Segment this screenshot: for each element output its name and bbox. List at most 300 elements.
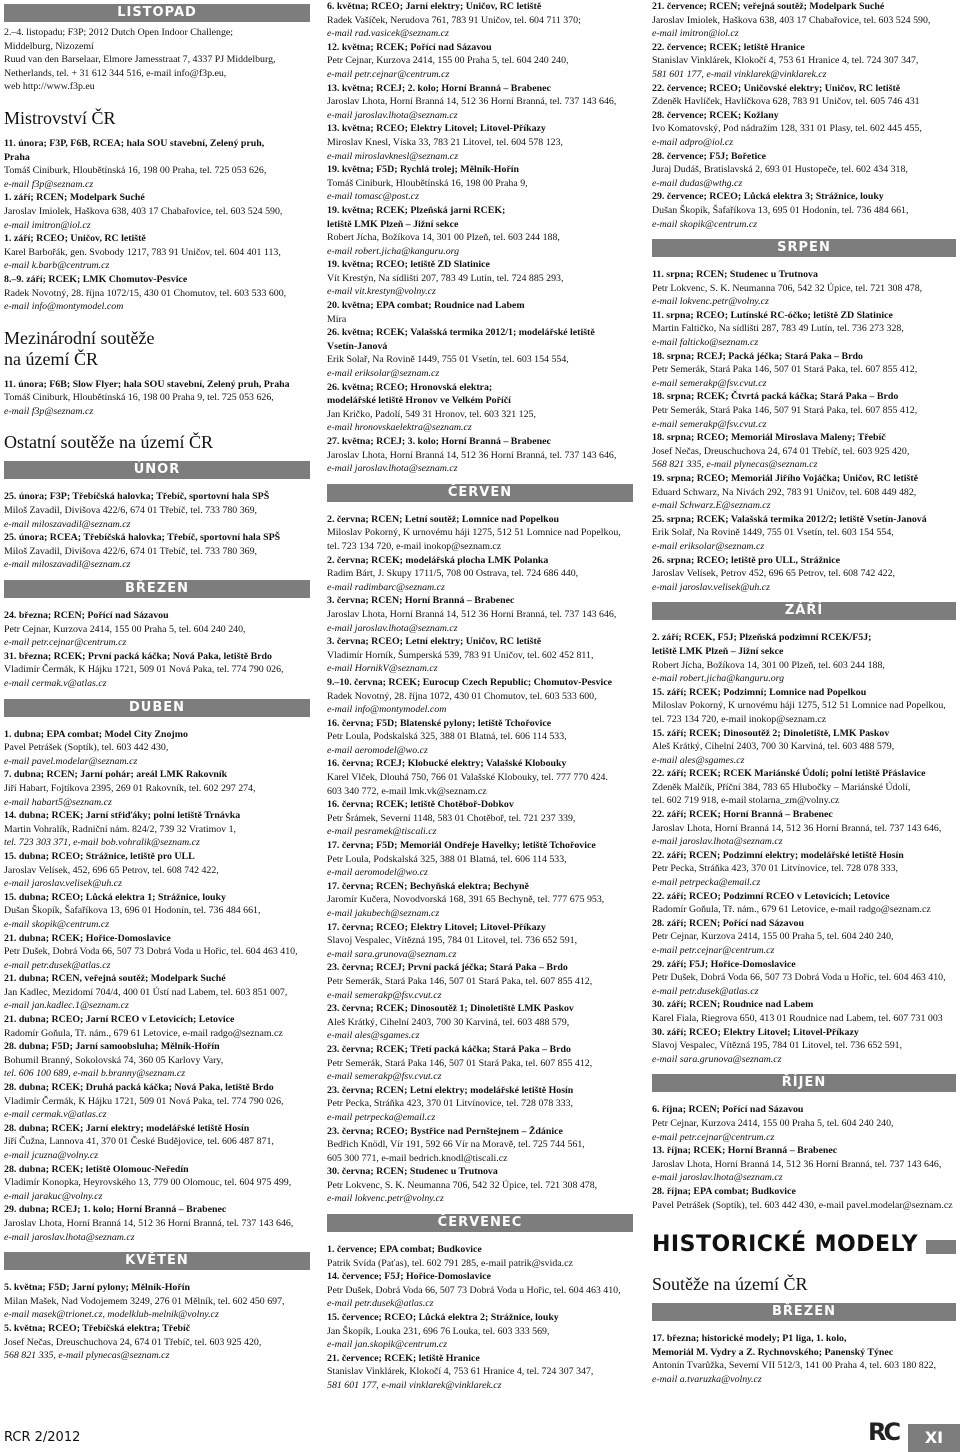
event-entry — [4, 1013, 310, 1040]
section-heading — [4, 432, 310, 453]
event-email: e-mail info@montymodel.com — [327, 704, 447, 716]
event-email: e-mail petr.cejnar@centrum.cz — [652, 1131, 775, 1143]
event-title: 8.–9. září; RCEK; LMK Chomutov-Pesvice — [4, 273, 188, 285]
event-contact: Jan Kričko, Padolí, 549 31 Hronov, tel. 603 321 125, — [327, 408, 536, 420]
event-email: e-mail petr.dusek@atlas.cz — [652, 985, 759, 997]
event-title: 28. dubna; RCEK; Jarní elektry; modelářské letiště Hosín — [4, 1122, 250, 1134]
event-title: 22. září; RCEN; Podzimní elektry; modelářské letiště Hosín — [652, 849, 904, 861]
event-email: e-mail miloszavadil@seznam.cz — [4, 559, 131, 571]
event-email: e-mail lokvenc.petr@volny.cz — [652, 296, 769, 308]
event-title: 17. června; RCEN; Bechyňská elektra; Bechyně — [327, 880, 529, 892]
event-entry — [4, 728, 310, 769]
event-contact: Martin Vohralík, Radniční nám. 824/2, 739 32 Vratimov 1, — [4, 823, 236, 835]
event-contact: Petr Loula, Podskalská 325, 388 01 Blatná, tel. 606 114 533, — [327, 731, 567, 743]
section-heading-line: Mistrovství ČR — [4, 107, 116, 128]
event-email: e-mail aeromodel@wo.cz — [327, 867, 428, 879]
event-entry — [652, 1332, 956, 1386]
event-contact: Jiří Habart, Fojtíkova 2395, 269 01 Rakovník, tel. 602 297 274, — [4, 782, 256, 794]
event-title: 30. června; RCEN; Studenec u Trutnova — [327, 1166, 498, 1178]
event-entry — [652, 631, 956, 685]
event-entry — [327, 1311, 633, 1352]
event-email: e-mail petr.dusek@atlas.cz — [4, 959, 111, 971]
event-title: 20. května; EPA combat; Roudnice nad Labem — [327, 300, 525, 312]
event-email: e-mail semerakp@fsv.cvut.cz — [327, 989, 442, 1001]
event-email: e-mail aeromodel@wo.cz — [327, 744, 428, 756]
event-title: 1. září; RCEO; Uničov, RC letiště — [4, 233, 146, 245]
event-contact: Vladimír Horník, Šumperská 539, 783 91 Uničov, tel. 602 452 811, — [327, 649, 594, 661]
event-contact: Petr Semerák, Stará Paka 146, 507 01 Stará Paka, tel. 607 855 412, — [327, 1057, 593, 1069]
event-contact: Jaroslav Lhota, Horní Branná 14, 512 36 Horní Branná, tel. 737 143 646, — [652, 1158, 942, 1170]
event-contact: Miloslav Pokorný, K urnovému háji 1275, 512 51 Lomnice nad Popelkou, — [652, 700, 946, 712]
event-contact: tel. 723 134 720, e-mail inokop@seznam.cz — [327, 540, 502, 552]
month-band: ŘÍJEN — [652, 1074, 956, 1092]
event-title: 21. dubna; RCEK; Hořice-Domoslavice — [4, 932, 171, 944]
event-title: 18. srpna; RCEK; Čtvrtá packá káčka; Stará Paka – Brdo — [652, 391, 899, 403]
event-entry — [652, 808, 956, 849]
event-title: 11. srpna; RCEN; Studenec u Trutnova — [652, 269, 818, 281]
event-title: 29. září; F5J; Hořice-Domoslavice — [652, 958, 796, 970]
section-heading-line: Ostatní soutěže na území ČR — [4, 432, 213, 453]
event-entry — [4, 1163, 310, 1204]
event-entry — [652, 350, 956, 391]
event-contact: Petr Cejnar, Kurzova 2414, 155 00 Praha 5, tel. 604 240 240, — [327, 55, 569, 67]
event-email: e-mail lokvenc.petr@volny.cz — [327, 1193, 444, 1205]
event-contact: Erik Solař, Na Rovině 1449, 755 01 Vsetín, tel. 603 154 554, — [652, 527, 894, 539]
event-email: tel. 723 303 371, e-mail bob.vohralik@seznam.cz — [4, 837, 200, 849]
event-email: e-mail f3p@seznam.cz — [4, 178, 94, 190]
event-contact: Zdeněk Havlíček, Havlíčkova 628, 783 91 Uničov, tel. 605 746 431 — [652, 96, 920, 108]
event-email: e-mail jarakuc@volny.cz — [4, 1190, 103, 1202]
event-title: 16. června; RCEK; letiště Chotěboř-Dobkov — [327, 799, 514, 811]
event-title: 24. března; RCEN; Pořící nad Sázavou — [4, 610, 169, 622]
event-entry — [652, 849, 956, 890]
event-title: 28. dubna; RCEK; letiště Olomouc-Neředín — [4, 1163, 189, 1175]
event-entry — [652, 767, 956, 808]
event-contact: Petr Lokvenc, S. K. Neumanna 706, 542 32 Úpice, tel. 721 308 478, — [652, 282, 923, 294]
event-email: e-mail jaroslav.velisek@uh.cz — [4, 878, 122, 890]
event-entry — [652, 41, 956, 82]
event-contact: Pavel Petrášek (Soptík), tel. 603 442 430, — [4, 742, 169, 754]
event-email: e-mail HornikV@seznam.cz — [327, 663, 438, 675]
event-title: 30. září; RCEN; Roudnice nad Labem — [652, 999, 814, 1011]
event-entry — [4, 850, 310, 891]
event-contact: Aleš Krátký, Cihelní 2403, 700 30 Karviná, tel. 603 488 579, — [327, 1016, 570, 1028]
event-title: 25. srpna; RCEK; Valašská termika 2012/2; letiště Vsetín-Janová — [652, 513, 927, 525]
event-entry — [327, 204, 633, 258]
event-contact: Jan Škopík, Louka 231, 696 76 Louka, tel. 603 333 569, — [327, 1325, 550, 1337]
event-entry — [4, 932, 310, 973]
event-email: e-mail jakubech@seznam.cz — [327, 908, 440, 919]
event-contact: Jaroslav Lhota, Horní Branná 14, 512 36 Horní Branná, tel. 737 143 646, — [327, 96, 617, 108]
event-title: letiště LMK Plzeň – Jižní sekce — [652, 645, 784, 657]
event-contact: Vladimír Čermák, K Hájku 1721, 509 01 Nová Paka, tel. 774 790 026, — [4, 664, 284, 676]
event-email: e-mail imitron@iol.cz — [652, 28, 739, 40]
event-contact: Radek Novotný, 28. října 1072, 430 01 Chomutov, tel. 603 533 600, — [327, 690, 597, 702]
event-entry — [652, 1103, 956, 1144]
event-email: e-mail ales@sgames.cz — [327, 1030, 420, 1042]
event-email: e-mail info@montymodel.com — [4, 301, 124, 313]
event-entry — [652, 472, 956, 513]
event-contact: Patrik Svída (Paťas), tel. 602 791 285, e-mail patrik@svida.cz — [327, 1257, 573, 1269]
event-email: e-mail petrpecka@email.cz — [327, 1111, 436, 1123]
section-heading-line: Soutěže na území ČR — [652, 1274, 808, 1295]
event-entry — [4, 1203, 310, 1244]
event-title: 26. května; RCEK; Valašská termika 2012/1; modelářské letiště — [327, 327, 595, 339]
event-title: 7. dubna; RCEN; Jarní pohár; areál LMK Rakovník — [4, 769, 228, 781]
event-email: e-mail vit.krestyn@volny.cz — [327, 286, 436, 298]
event-title: 27. května; RCEJ; 3. kolo; Horní Branná – Brabenec — [327, 436, 551, 447]
month-band: KVĚTEN — [4, 1252, 310, 1270]
event-contact: Jaromír Kučera, Novodvorská 168, 391 65 Bechyně, tel. 777 675 953, — [327, 894, 605, 906]
historic-models-banner — [652, 1230, 956, 1260]
event-email: e-mail skopik@centrum.cz — [4, 918, 110, 930]
event-email: e-mail hronovskaelektra@seznam.cz — [327, 422, 472, 434]
event-title: 22. září; RCEO; Podzimní RCEO v Letovicích; Letovice — [652, 890, 890, 902]
event-entry — [327, 326, 633, 380]
event-entry — [327, 435, 633, 476]
event-contact: 605 300 771, e-mail bedrich.knodl@tiscali.cz — [327, 1152, 508, 1164]
event-title: 28. července; RCEK; Kožlany — [652, 109, 779, 121]
month-band: ZÁŘÍ — [652, 602, 956, 620]
event-email: e-mail habart5@seznam.cz — [4, 796, 112, 808]
event-entry — [327, 880, 633, 921]
event-email: e-mail petr.dusek@atlas.cz — [327, 1298, 434, 1310]
event-contact: Karel Barbořák, gen. Svobody 1217, 783 91 Uničov, tel. 604 401 113, — [4, 246, 281, 258]
event-title: 19. srpna; RCEO; Memoriál Jiřího Vojáčka; Uničov, RC letiště — [652, 473, 919, 484]
event-contact: Bohumil Branný, Sokolovská 74, 360 05 Karlovy Vary, — [4, 1054, 224, 1066]
event-title: modelářské letiště Hronov ve Velkém Poříčí — [327, 395, 511, 407]
event-contact: Josef Nečas, Dreuschuchova 24, 674 01 Třebíč, tel. 603 925 420, — [4, 1336, 262, 1348]
event-email: tel. 606 100 689, e-mail b.branny@seznam.cz — [4, 1068, 186, 1080]
event-email: 568 821 335, e-mail plynecas@seznam.cz — [652, 459, 818, 471]
event-email: e-mail petrpecka@email.cz — [652, 877, 761, 889]
event-contact: Robert Jícha, Božíkova 14, 301 00 Plzeň, tel. 603 244 188, — [652, 659, 885, 671]
event-email: e-mail jaroslav.lhota@seznam.cz — [4, 1231, 135, 1243]
event-email: e-mail petr.cejnar@centrum.cz — [327, 68, 450, 80]
event-email: e-mail ales@sgames.cz — [652, 754, 745, 766]
event-email: e-mail jaroslav.lhota@seznam.cz — [652, 1172, 783, 1184]
event-title: 18. srpna; RCEO; Memoriál Miroslava Maleny; Třebíč — [652, 432, 886, 444]
event-entry — [652, 431, 956, 472]
page-number: XI — [908, 1424, 960, 1452]
event-contact: Pavel Petrášek (Soptík), tel. 603 442 430, e-mail pavel.modelar@seznam.cz — [652, 1199, 953, 1211]
event-email: e-mail masek@trionet.cz, modelklub-melnik@volny.cz — [4, 1309, 219, 1321]
event-email: e-mail sara.grunova@seznam.cz — [652, 1053, 782, 1065]
issue-label: RCR 2/2012 — [4, 1430, 81, 1445]
event-email: e-mail pavel.modelar@seznam.cz — [4, 755, 138, 767]
event-contact: Radomír Goňula, Tř. nám., 679 61 Letovice, e-mail radgo@seznam.cz — [4, 1027, 283, 1039]
event-entry — [652, 1144, 956, 1185]
event-contact: Stanislav Vinklárek, Klokočí 4, 753 61 Hranice 4, tel. 724 307 347, — [652, 55, 919, 67]
event-contact: Petr Pecka, Stráňka 423, 370 01 Litvínovice, tel. 728 078 333, — [327, 1098, 574, 1110]
event-email: e-mail rad.vasicek@seznam.cz — [327, 28, 449, 40]
event-entry — [327, 163, 633, 204]
event-title: Praha — [4, 151, 30, 163]
event-contact: Jaroslav Imiolek, Haškova 638, 403 17 Chabařovice, tel. 603 524 590, — [4, 205, 283, 217]
section-heading-line: na území ČR — [4, 348, 98, 369]
column-left — [4, 0, 310, 1363]
event-contact: Miloš Zavadil, Divišova 422/6, 674 01 Třebíč, tel. 733 780 369, — [4, 505, 257, 517]
month-band: ČERVENEC — [327, 1214, 633, 1232]
event-email: e-mail jcuzna@volny.cz — [4, 1150, 99, 1161]
event-entry — [4, 1081, 310, 1122]
event-entry — [327, 1084, 633, 1125]
month-band: DUBEN — [4, 699, 310, 717]
event-entry — [652, 109, 956, 150]
event-email: e-mail sara.grunova@seznam.cz — [327, 948, 457, 960]
event-email: e-mail pesramek@tiscali.cz — [327, 826, 437, 838]
event-entry — [652, 150, 956, 191]
event-title: 28. září; RCEN; Pořící nad Sázavou — [652, 917, 804, 929]
event-entry — [4, 1040, 310, 1081]
event-email: e-mail robert.jicha@kanguru.org — [327, 245, 460, 257]
event-title: 13. května; RCEJ; 2. kolo; Horní Branná – Brabenec — [327, 82, 551, 94]
event-contact: Jaroslav Imiolek, Haškova 638, 403 17 Chabařovice, tel. 603 524 590, — [652, 14, 931, 26]
event-title: 25. února; RCEA; Třebíčská halovka; Třebíč, sportovní hala SPŠ — [4, 532, 281, 544]
event-entry — [4, 650, 310, 691]
event-contact: Jan Kadlec, Mezidomí 704/4, 400 01 Ústí nad Labem, tel. 603 851 007, — [4, 986, 288, 998]
event-title: 16. června; RCEJ; Klobucké elektry; Valašské Klobouky — [327, 758, 567, 770]
event-title: 23. června; RCEN; Letní elektry; modelářské letiště Hosín — [327, 1084, 574, 1096]
event-contact: Radim Bárt, J. Skupy 1711/5, 708 00 Ostrava, tel. 724 686 440, — [327, 568, 579, 580]
event-contact: Vít Krestýn, Na sídlišti 207, 783 49 Lutín, tel. 724 885 293, — [327, 272, 564, 284]
event-entry — [4, 531, 310, 572]
magazine-logo: RC — [868, 1418, 899, 1446]
event-entry — [4, 972, 310, 1013]
event-entry — [652, 390, 956, 431]
event-email: e-mail cermak.v@atlas.cz — [4, 678, 107, 689]
event-contact: Radek Novotný, 28. října 1072/15, 430 01 Chomutov, tel. 603 533 600, — [4, 287, 287, 299]
event-contact: Tomáš Ciniburk, Hloubětínská 16, 198 00 Praha 9, — [327, 177, 528, 189]
event-contact: Slavoj Vespalec, Vítězná 195, 784 01 Litovel, tel. 736 652 591, — [327, 935, 578, 947]
event-entry — [652, 190, 956, 231]
event-contact: Petr Cejnar, Kurzova 2414, 155 00 Praha 5, tel. 604 240 240, — [4, 623, 246, 635]
event-email: e-mail Schwarz.E@seznam.cz — [652, 500, 771, 512]
month-band: ČERVEN — [327, 484, 633, 502]
event-entry — [4, 1322, 310, 1363]
event-title: 21. dubna; RCEO; Jarní RCEO v Letovicích; Letovice — [4, 1014, 235, 1026]
event-contact: Karel Vlček, Dlouhá 750, 766 01 Valašské Klobouky, tel. 777 770 424. — [327, 772, 608, 784]
event-title: 28. října; EPA combat; Budkovice — [652, 1185, 796, 1197]
event-entry — [327, 921, 633, 962]
event-email: e-mail petr.cejnar@centrum.cz — [4, 637, 127, 649]
event-contact: Jaroslav Velísek, Petrov 452, 696 65 Petrov, tel. 608 742 422, — [652, 568, 896, 580]
event-contact: Petr Semerák, Stará Paka 146, 507 91 Stará Paka, tel. 607 855 412, — [652, 405, 918, 417]
event-entry — [327, 839, 633, 880]
event-entry — [327, 122, 633, 163]
event-title: 22. července; RCEO; Uničovské elektry; Uničov, RC letiště — [652, 82, 901, 94]
event-entry — [327, 0, 633, 41]
event-contact: Radomír Goňula, Tř. nám., 679 61 Letovice, e-mail radgo@seznam.cz — [652, 904, 931, 916]
event-entry — [327, 554, 633, 595]
event-title: 1. dubna; EPA combat; Model City Znojmo — [4, 728, 188, 740]
event-email: 581 601 177, e-mail vinklarek@vinklarek.cz — [652, 68, 827, 80]
event-contact: Antonín Tvarůžka, Severní VII 512/3, 141 00 Praha 4, tel. 603 180 822, — [652, 1360, 937, 1372]
section-heading — [4, 108, 310, 129]
event-title: 22. července; RCEK; letiště Hranice — [652, 41, 805, 53]
event-contact: Bedřich Knödl, Vír 191, 592 66 Vír na Moravě, tel. 725 744 561, — [327, 1139, 585, 1151]
event-contact: Josef Nečas, Dreuschuchova 24, 674 01 Třebíč, tel. 603 925 420, — [652, 445, 910, 457]
event-email: e-mail k.barb@centrum.cz — [4, 260, 110, 272]
event-title: 3. června; RCEO; Letní elektry; Uničov, RC letiště — [327, 636, 542, 648]
event-title: 19. května; RCEO; letiště ZD Slatinice — [327, 259, 490, 271]
event-entry — [652, 958, 956, 999]
event-entry — [327, 1270, 633, 1311]
event-contact: tel. 602 719 918, e-mail stolarna_zm@volny.cz — [652, 795, 840, 807]
event-entry — [4, 1281, 310, 1322]
event-entry — [327, 717, 633, 758]
event-title: 26. srpna; RCEO; letiště pro ULL, Strážnice — [652, 554, 840, 566]
event-title: 17. března; historické modely; P1 liga, 1. kolo, — [652, 1333, 847, 1345]
event-entry — [4, 137, 310, 191]
event-contact: Jaroslav Lhota, Horní Branná 14, 512 36 Horní Branná, tel. 737 143 646, — [652, 822, 942, 834]
month-band: LISTOPAD — [4, 4, 310, 22]
event-title: 22. září; RCEK; Horní Branná – Brabenec — [652, 809, 833, 821]
month-band: BŘEZEN — [652, 1303, 956, 1321]
event-entry — [327, 635, 633, 676]
event-title: 23. června; RCEK; Třetí packá káčka; Stará Paka – Brdo — [327, 1043, 571, 1055]
event-email: e-mail skopik@centrum.cz — [652, 218, 758, 230]
event-title: 13. října; RCEK; Horní Branná – Brabenec — [652, 1145, 838, 1157]
event-email: e-mail semerakp@fsv.cvut.cz — [652, 418, 767, 430]
event-entry — [652, 513, 956, 554]
event-title: 15. září; RCEK; Dinosoutěž 2; Dinoletiště, LMK Paskov — [652, 727, 890, 739]
event-title: 2. června; RCEN; Letní soutěž; Lomnice nad Popelkou — [327, 513, 560, 525]
event-contact: Jaroslav Lhota, Horní Branná 14, 512 36 Horní Branná, tel. 737 143 646, — [327, 449, 617, 461]
event-email: e-mail jaroslav.lhota@seznam.cz — [327, 622, 458, 634]
event-contact: Míra — [327, 313, 347, 325]
event-contact: Petr Dušek, Dobrá Voda 66, 507 73 Dobrá Voda u Hořic, tel. 604 463 410, — [327, 1284, 621, 1296]
event-email: e-mail jaroslav.lhota@seznam.cz — [327, 463, 458, 475]
event-title: 17. června; F5D; Memoriál Ondřeje Havelky; letiště Tchořovice — [327, 840, 596, 852]
event-entry — [652, 1185, 956, 1212]
event-entry — [652, 268, 956, 309]
event-email: e-mail semerakp@fsv.cvut.cz — [327, 1071, 442, 1083]
event-entry — [327, 1125, 633, 1166]
event-email: e-mail eriksolar@seznam.cz — [327, 368, 440, 380]
event-email: e-mail jaroslav.lhota@seznam.cz — [327, 109, 458, 121]
event-contact: Tomáš Ciniburk, Hloubětínská 16, 198 00 Praha, tel. 725 053 626, — [4, 165, 267, 177]
event-entry — [327, 1243, 633, 1270]
event-contact: Middelburg, Nizozemí — [4, 40, 94, 52]
column-middle — [327, 0, 633, 1393]
event-entry — [4, 232, 310, 273]
event-title: 28. dubna; F5D; Jarní samoobsluha; Mělník-Hořín — [4, 1041, 220, 1053]
event-title: 6. října; RCEN; Pořící nad Sázavou — [652, 1104, 804, 1116]
event-entry — [327, 41, 633, 82]
event-title: 6. května; RCEO; Jarní elektry; Uničov, RC letiště — [327, 1, 542, 12]
event-entry — [652, 1026, 956, 1067]
event-entry — [4, 273, 310, 314]
month-band: BŘEZEN — [4, 580, 310, 598]
month-band: ÚNOR — [4, 461, 310, 479]
event-email: e-mail jan.kadlec.1@seznam.cz — [4, 1000, 129, 1012]
event-title: 15. dubna; RCEO; Lůcká elektra 1; Strážnice, louky — [4, 891, 226, 903]
event-title: 23. června; RCEO; Bystřice nad Pernštejnem – Ždánice — [327, 1125, 563, 1137]
event-title: 9.–10. června; RCEK; Eurocup Czech Republic; Chomutov-Pesvice — [327, 676, 613, 688]
event-title: 23. června; RCEJ; První packá jéčka; Stará Paka – Brdo — [327, 962, 568, 974]
event-contact: Petr Semerák, Stará Paka 146, 507 01 Stará Paka, tel. 607 855 412, — [327, 975, 593, 987]
event-email: e-mail dudas@wthg.cz — [652, 177, 743, 189]
event-contact: Jaroslav Lhota, Horní Branná 14, 512 36 Horní Branná, tel. 737 143 646, — [4, 1217, 294, 1229]
event-entry — [652, 727, 956, 768]
event-contact: Petr Cejnar, Kurzova 2414, 155 00 Praha 5, tel. 604 240 240, — [652, 931, 894, 943]
event-contact: Miloslav Pokorný, K urnovému háji 1275, 512 51 Lomnice nad Popelkou, — [327, 527, 621, 539]
event-entry — [4, 609, 310, 650]
event-email: e-mail tomasc@post.cz — [327, 191, 419, 203]
event-title: 11. února; F6B; Slow Flyer; hala SOU stavební, Zelený pruh, Praha — [4, 378, 290, 390]
event-title: 19. května; RCEK; Plzeňská jarní RCEK; — [327, 204, 506, 216]
event-entry — [327, 258, 633, 299]
event-entry — [327, 82, 633, 123]
event-email: e-mail jaroslav.lhota@seznam.cz — [652, 836, 783, 848]
event-email: e-mail jan.skopik@centrum.cz — [327, 1339, 448, 1351]
event-entry — [4, 26, 310, 94]
event-entry — [327, 961, 633, 1002]
event-contact: Martin Faltičko, Na sídlišti 287, 783 49 Lutín, tel. 736 273 328, — [652, 323, 904, 335]
event-contact: Petr Lokvenc, S. K. Neumanna 706, 542 32 Úpice, tel. 721 308 478, — [327, 1179, 598, 1191]
event-title: letiště LMK Plzeň – Jižní sekce — [327, 218, 459, 230]
event-title: 11. února; F3P, F6B, RCEA; hala SOU stavební, Zelený pruh, — [4, 137, 265, 149]
event-title: 15. září; RCEK; Podzimní; Lomnice nad Popelkou — [652, 686, 867, 698]
event-title: 21. července; RCEN; veřejná soutěž; Modelpark Suché — [652, 1, 885, 12]
event-contact: web http://www.f3p.eu — [4, 81, 95, 93]
event-entry — [4, 191, 310, 232]
event-entry — [327, 594, 633, 635]
event-entry — [327, 381, 633, 435]
event-email: e-mail a.tvaruzka@volny.cz — [652, 1373, 762, 1385]
event-contact: Eduard Schwarz, Na Nivách 292, 783 91 Uničov, tel. 608 449 482, — [652, 486, 917, 498]
event-contact: Radek Vašíček, Nerudova 761, 783 91 Uničov, tel. 604 711 370; — [327, 14, 581, 26]
event-title: 14. července; F5J; Hořice-Domoslavice — [327, 1271, 491, 1283]
event-contact: Petr Loula, Podskalská 325, 388 01 Blatná, tel. 606 114 533, — [327, 853, 567, 865]
event-contact: Slavoj Vespalec, Vítězná 195, 784 01 Litovel, tel. 736 652 591, — [652, 1040, 903, 1052]
event-entry — [652, 309, 956, 350]
event-contact: 2.–4. listopadu; F3P; 2012 Dutch Open Indoor Challenge; — [4, 27, 234, 38]
section-heading-line: Mezinárodní soutěže — [4, 327, 155, 348]
column-right — [652, 0, 956, 1386]
event-contact: Dušan Škopík, Šafaříkova 13, 696 01 Hodonín, tel. 736 484 661, — [4, 905, 261, 917]
event-entry — [652, 554, 956, 595]
event-title: 15. dubna; RCEO; Strážnice, letiště pro ULL — [4, 850, 195, 862]
event-entry — [652, 686, 956, 727]
event-entry — [327, 676, 633, 717]
event-entry — [652, 0, 956, 41]
event-entry — [4, 809, 310, 850]
event-email: e-mail miloszavadil@seznam.cz — [4, 518, 131, 530]
event-contact: Petr Pecka, Stráňka 423, 370 01 Litvínovice, tel. 728 078 333, — [652, 863, 899, 875]
event-title: 29. dubna; RCEJ; 1. kolo; Horní Branná – Brabenec — [4, 1204, 227, 1216]
event-contact: Jaroslav Lhota, Horní Branná 14, 512 36 Horní Branná, tel. 737 143 646, — [327, 608, 617, 620]
page-badge — [868, 1418, 960, 1452]
event-contact: Vladimír Čermák, K Hájku 1721, 509 01 Nová Paka, tel. 774 790 026, — [4, 1095, 284, 1107]
event-title: 17. června; RCEO; Elektry Litovel; Litovel-Příkazy — [327, 921, 546, 933]
event-entry — [652, 917, 956, 958]
event-entry — [4, 1122, 310, 1163]
event-contact: 603 340 772, e-mail lmk.vk@seznam.cz — [327, 785, 487, 797]
month-band: SRPEN — [652, 239, 956, 257]
event-title: 30. září; RCEO; Elektry Litovel; Litovel-Příkazy — [652, 1026, 859, 1038]
event-email: e-mail cermak.v@atlas.cz — [4, 1109, 107, 1121]
event-title: 31. března; RCEK; První packá káčka; Nová Paka, letiště Brdo — [4, 650, 272, 662]
event-title: 28. dubna; RCEK; Druhá packá káčka; Nová Paka, letiště Brdo — [4, 1082, 274, 1094]
event-contact: Tomáš Ciniburk, Hloubětínská 16, 198 00 Praha 9, tel. 725 053 626, — [4, 392, 274, 404]
event-entry — [327, 1002, 633, 1043]
event-email: e-mail imitron@iol.cz — [4, 219, 91, 231]
event-title: 3. června; RCEN; Horní Branná – Brabenec — [327, 595, 515, 607]
event-contact: Petr Semerák, Stará Paka 146, 507 01 Stará Paka, tel. 607 855 412, — [652, 364, 918, 376]
event-contact: Miloš Zavadil, Divišova 422/6, 674 01 Třebíč, tel. 733 780 369, — [4, 545, 257, 557]
